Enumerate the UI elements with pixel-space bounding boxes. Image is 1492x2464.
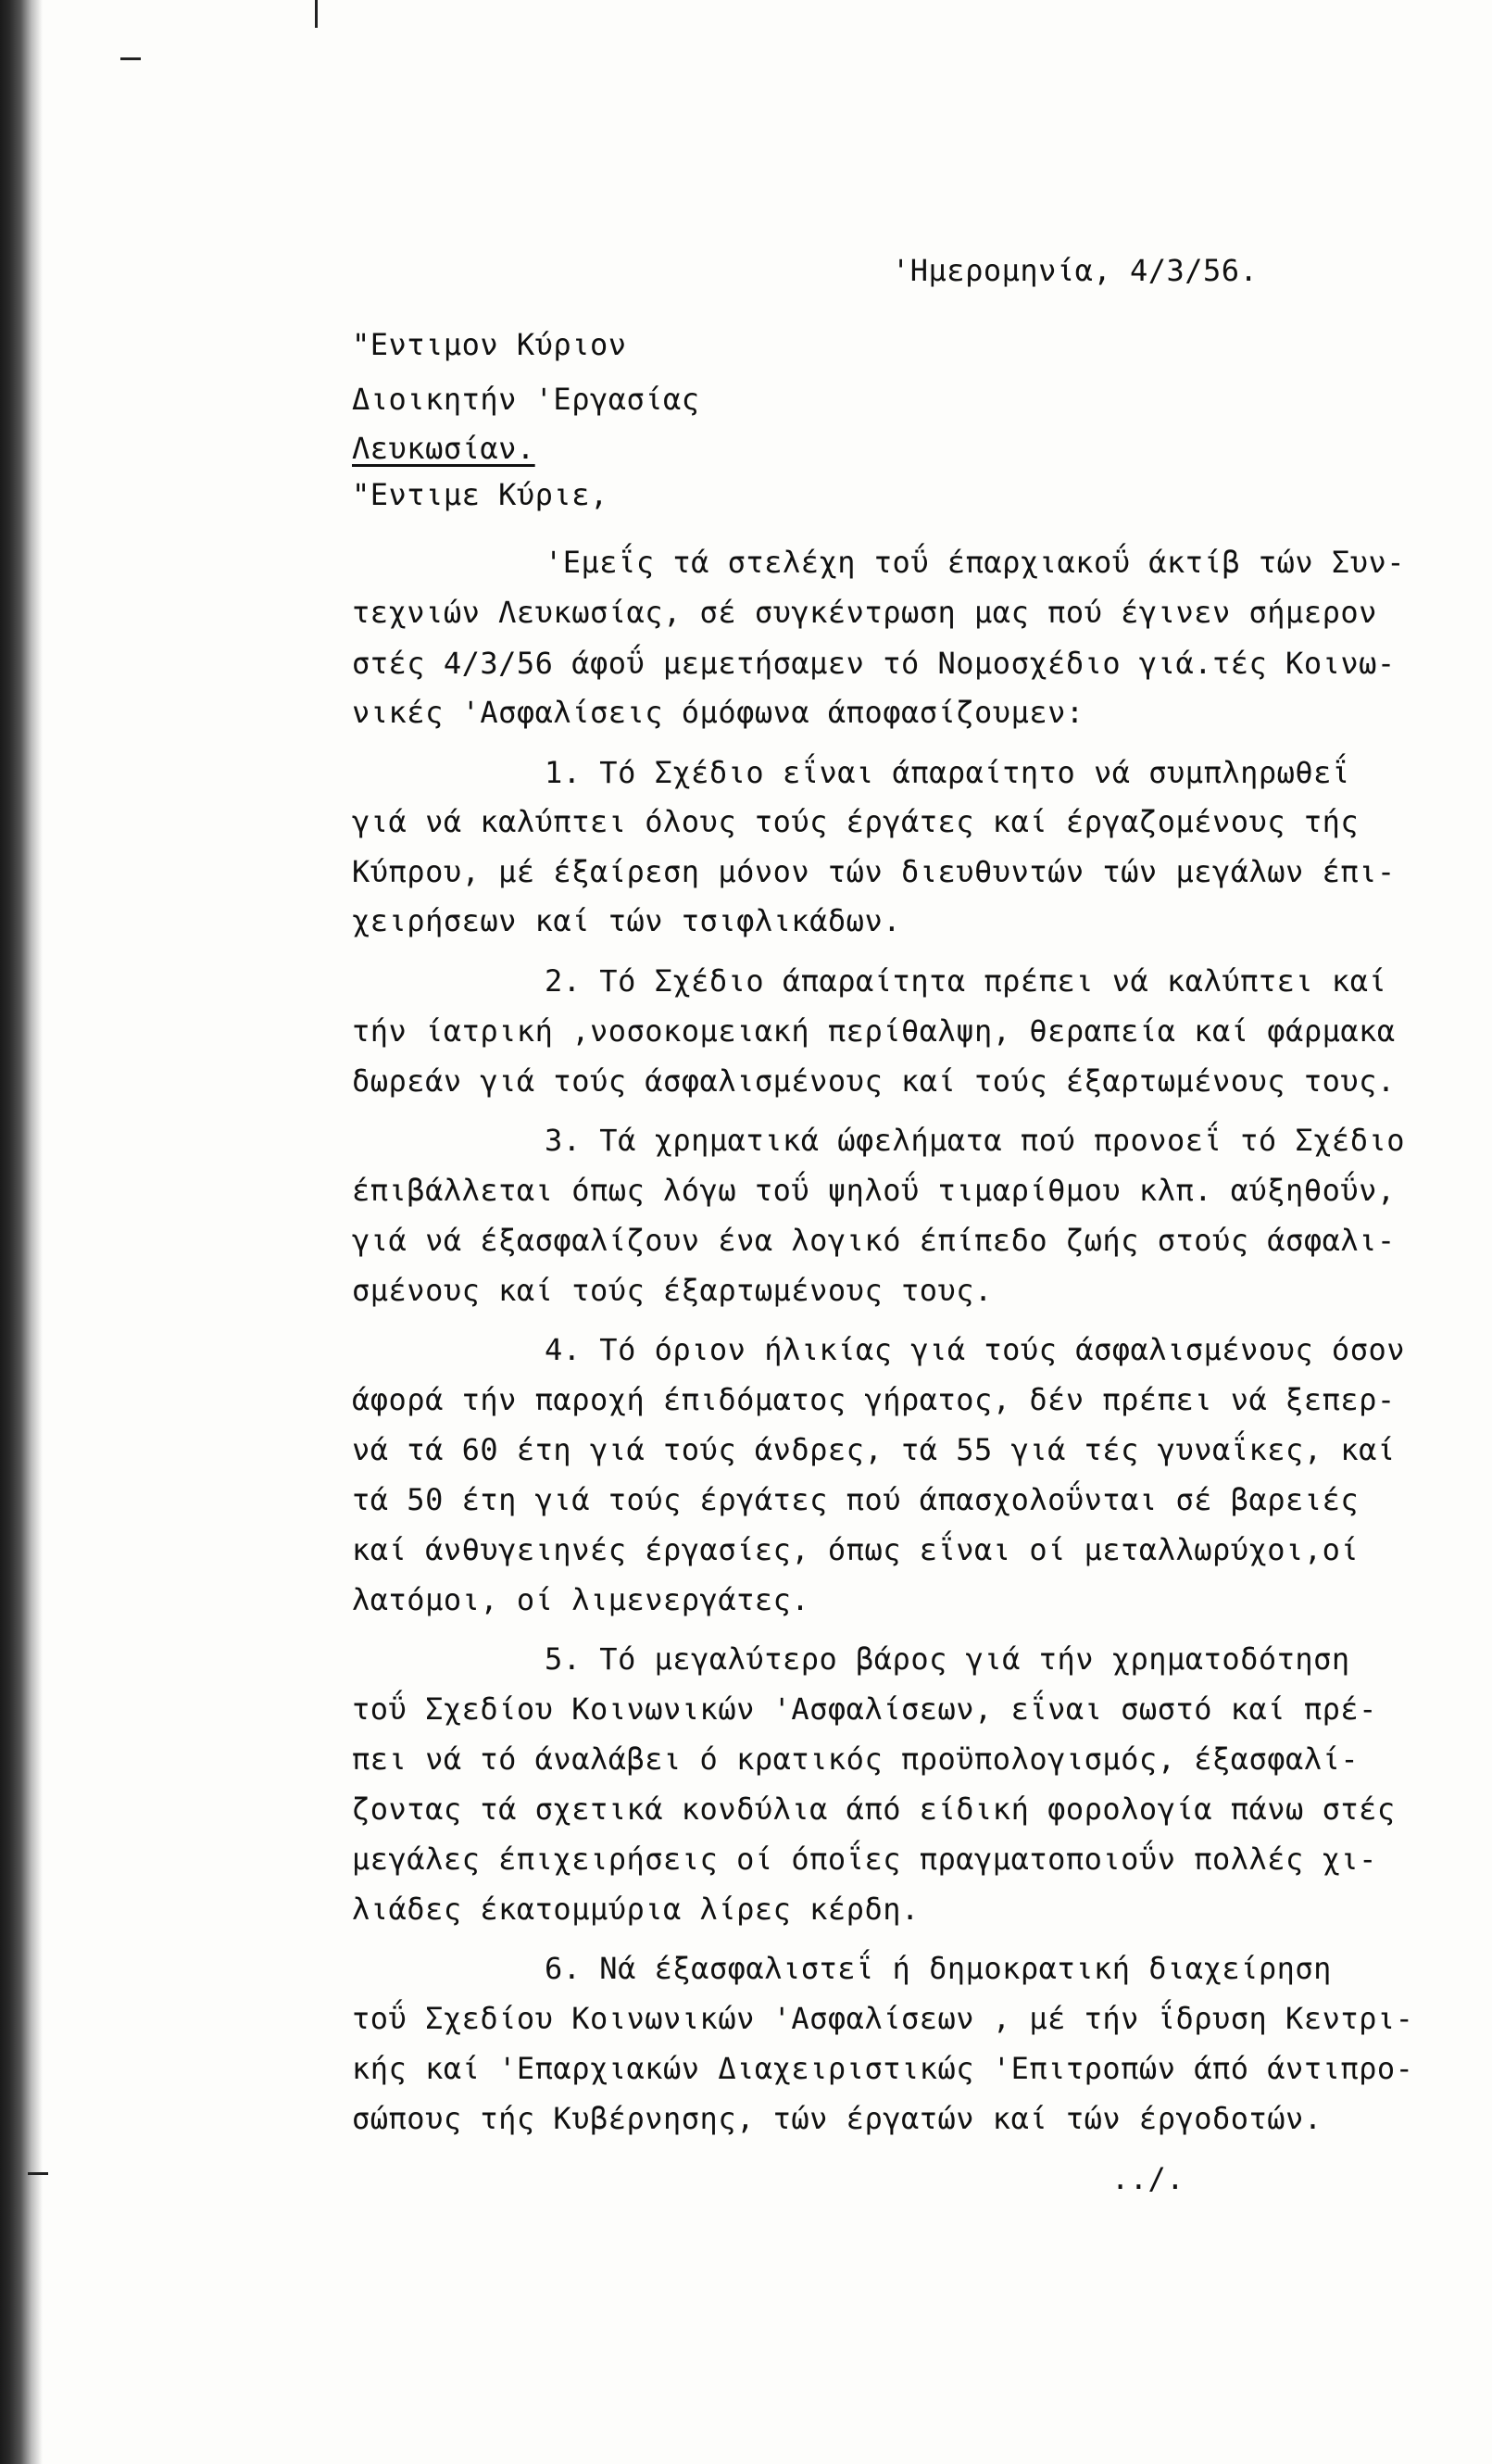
point-6-line: σώπους τής Κυβέρνησης, τών έργατών καί τών έργοδοτών. [352,2101,1323,2136]
point-5-line: πει νά τό άναλάβει ό κρατικός προϋπολογισμός, έξασφαλί- [352,1741,1360,1777]
point-5-line: μεγάλες έπιχειρήσεις οί όποΐες πραγματοποιοΰν πολλές χι- [352,1842,1377,1877]
point-3-line: σμένους καί τούς έξαρτωμένους τους. [352,1273,993,1308]
date-line: 'Ημερομηνία, 4/3/56. [892,253,1259,288]
continuation-mark: ../. [1111,2161,1185,2196]
point-5-line: 5. Τό μεγαλύτερο βάρος γιά τήν χρηματοδότηση [545,1641,1350,1677]
point-2-line: τήν ίατρική ,νοσοκομειακή περίθαλψη, θεραπεία καί φάρμακα [352,1013,1396,1049]
point-4-line: καί άνθυγειηνές έργασίες, όπως εΐναι οί μεταλλωρύχοι,οί [352,1532,1360,1567]
recipient-city: Λευκωσίαν. [352,431,535,466]
point-5-line: τοΰ Σχεδίου Κοινωνικών 'Ασφαλίσεων, εΐναι σωστό καί πρέ- [352,1691,1377,1727]
intro-line: στές 4/3/56 άφοΰ μεμετήσαμεν τό Νομοσχέδιο γιά.τές Κοινω- [352,646,1396,681]
point-2-line: δωρεάν γιά τούς άσφαλισμένους καί τούς έξαρτωμένους τους. [352,1063,1396,1099]
point-6-line: τοΰ Σχεδίου Κοινωνικών 'Ασφαλίσεων , μέ τήν ΐδρυση Κεντρι- [352,2001,1414,2036]
point-3-line: έπιβάλλεται όπως λόγω τοΰ ψηλοΰ τιμαρίθμου κλπ. αύξηθοΰν, [352,1173,1396,1208]
point-2-line: 2. Τό Σχέδιο άπαραίτητα πρέπει νά καλύπτει καί [545,963,1387,999]
intro-line: τεχνιών Λευκωσίας, σέ συγκέντρωση μας πού έγινεν σήμερον [352,595,1377,630]
recipient-line: Διοικητήν 'Εργασίας [352,382,700,417]
intro-line: νικές 'Ασφαλίσεις όμόφωνα άποφασίζουμεν: [352,695,1085,730]
point-5-line: λιάδες έκατομμύρια λίρες κέρδη. [352,1892,920,1927]
intro-line: 'Εμεΐς τά στελέχη τοΰ έπαρχιακοΰ άκτίβ τών Συν- [545,545,1405,580]
point-4-line: νά τά 60 έτη γιά τούς άνδρες, τά 55 γιά τές γυναΐκες, καί [352,1432,1396,1467]
point-3-line: 3. Τά χρηματικά ώφελήματα πού προνοεΐ τό Σχέδιο [545,1123,1405,1158]
point-4-line: 4. Τό όριον ήλικίας γιά τούς άσφαλισμένους όσον [545,1332,1405,1367]
point-5-line: ζοντας τά σχετικά κονδύλια άπό είδική φορολογία πάνω στές [352,1791,1396,1827]
point-4-line: τά 50 έτη γιά τούς έργάτες πού άπασχολοΰνται σέ βαρειές [352,1482,1360,1517]
point-1-line: Κύπρου, μέ έξαίρεση μόνον τών διευθυντών τών μεγάλων έπι- [352,854,1396,889]
point-1-line: 1. Τό Σχέδιο εΐναι άπαραίτητο νά συμπληρωθεΐ [545,755,1350,790]
point-6-line: κής καί 'Επαρχιακών Διαχειριστικώς 'Επιτροπών άπό άντιπρο- [352,2051,1414,2086]
point-4-line: λατόμοι, οί λιμενεργάτες. [352,1582,810,1617]
point-4-line: άφορά τήν παροχή έπιδόματος γήρατος, δέν πρέπει νά ξεπερ- [352,1382,1396,1417]
recipient-line: "Εντιμον Κύριον [352,327,627,362]
point-1-line: γιά νά καλύπτει όλους τούς έργάτες καί έργαζομένους τής [352,804,1360,839]
point-3-line: γιά νά έξασφαλίζουν ένα λογικό έπίπεδο ζωής στούς άσφαλι- [352,1223,1396,1258]
point-6-line: 6. Νά έξασφαλιστεΐ ή δημοκρατική διαχείρηση [545,1951,1332,1986]
salutation: "Εντιμε Κύριε, [352,477,608,512]
point-1-line: χειρήσεων καί τών τσιφλικάδων. [352,903,901,938]
